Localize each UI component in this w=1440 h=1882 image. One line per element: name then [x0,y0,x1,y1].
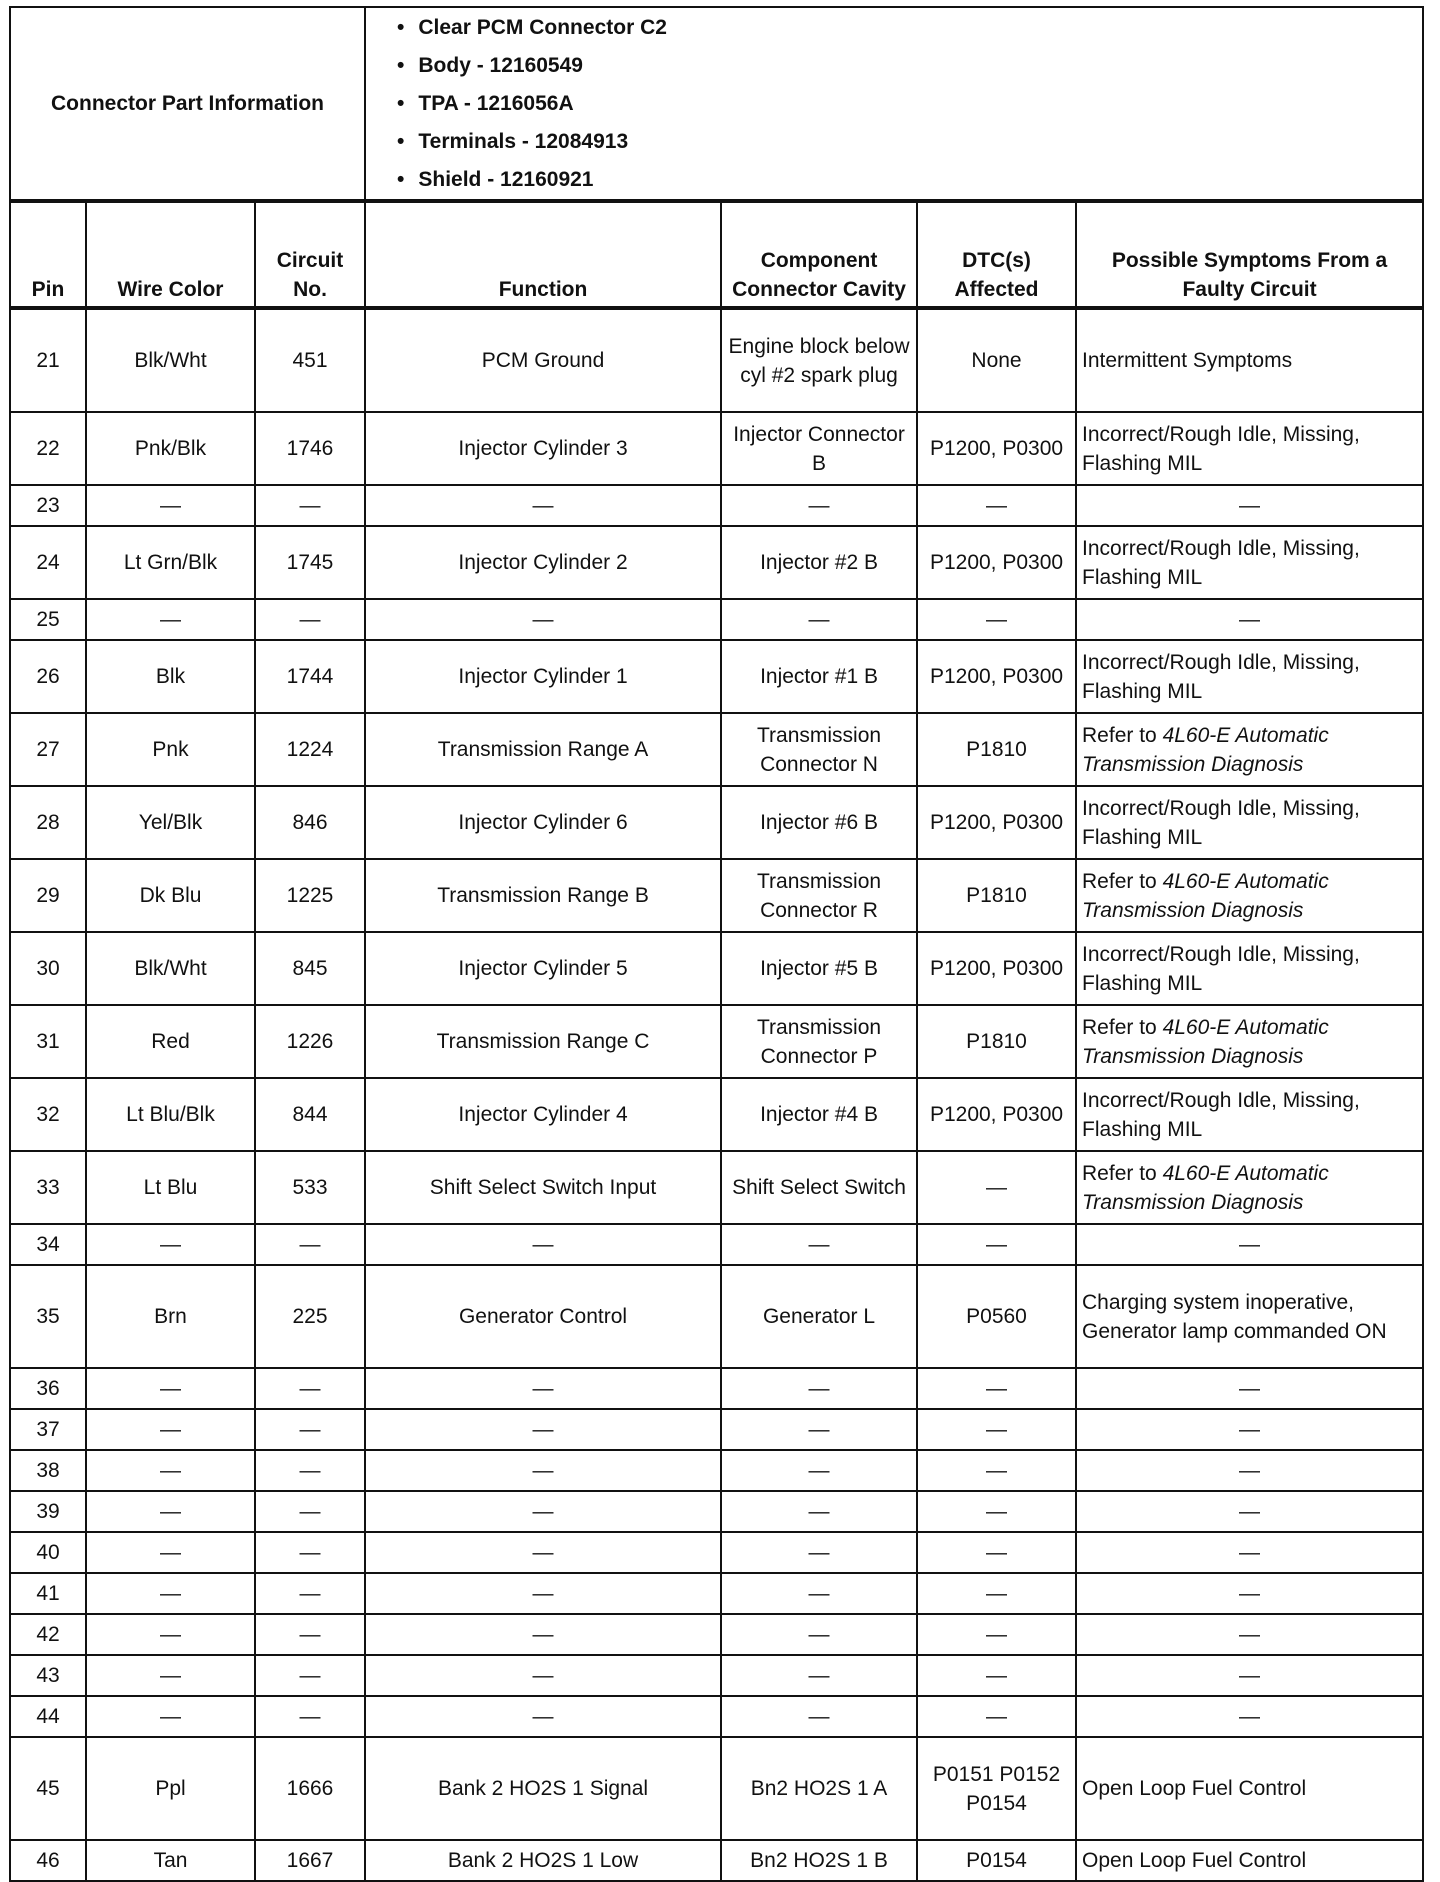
circuit-cell: — [255,1614,365,1655]
symptom-cell [1076,1409,1423,1450]
symptom-cell [1076,1450,1423,1491]
table-row [10,1696,1423,1737]
connector-info-cell [365,7,1423,201]
function-cell: Shift Select Switch Input [365,1151,721,1224]
circuit-cell: 225 [255,1265,365,1368]
table-row [10,599,1423,640]
symptom-text: Refer to [1082,1161,1163,1185]
circuit-cell: — [255,1409,365,1450]
wire-color-cell: Blk/Wht [86,932,255,1005]
table-row [10,1450,1423,1491]
symptom-text: — [1239,1705,1261,1728]
table-row [10,412,1423,485]
circuit-cell: 1745 [255,526,365,599]
wire-color-cell: — [86,1614,255,1655]
circuit-cell: 1666 [255,1737,365,1840]
wire-color-cell: Ppl [86,1737,255,1840]
dtc-cell: — [917,1614,1076,1655]
pin-cell: 40 [10,1532,86,1573]
cavity-cell: — [721,485,917,526]
header-symptoms: Possible Symptoms From a Faulty Circuit [1076,201,1423,308]
pin-cell: 25 [10,599,86,640]
symptom-text: Incorrect/Rough Idle, Missing, Flashing MIL [1082,650,1360,703]
cavity-cell: Injector #6 B [721,786,917,859]
wire-color-cell: Blk/Wht [86,308,255,412]
symptom-cell [1076,1491,1423,1532]
pin-cell: 43 [10,1655,86,1696]
connector-info-item: • Clear PCM Connector C2 [397,9,1417,47]
wire-color-cell: — [86,1696,255,1737]
symptom-text: Incorrect/Rough Idle, Missing, Flashing MIL [1082,942,1360,995]
wire-color-cell: Brn [86,1265,255,1368]
function-cell: Injector Cylinder 4 [365,1078,721,1151]
function-cell: — [365,1491,721,1532]
wire-color-cell: Pnk [86,713,255,786]
connector-info-item: • Body - 12160549 [397,47,1417,85]
cavity-cell: Transmission Connector P [721,1005,917,1078]
symptom-text: Open Loop Fuel Control [1082,1849,1307,1872]
symptom-cell [1076,1078,1423,1151]
table-row [10,526,1423,599]
symptom-cell [1076,1005,1423,1078]
circuit-cell: — [255,1696,365,1737]
symptom-cell [1076,1696,1423,1737]
table-row [10,1368,1423,1409]
connector-info-item: • Terminals - 12084913 [397,123,1417,161]
dtc-cell: P1200, P0300 [917,1078,1076,1151]
table-row [10,1078,1423,1151]
circuit-cell: — [255,1655,365,1696]
wire-color-cell: Dk Blu [86,859,255,932]
circuit-cell: 846 [255,786,365,859]
cavity-cell: — [721,1573,917,1614]
table-row [10,1265,1423,1368]
wire-color-cell: Yel/Blk [86,786,255,859]
symptom-text: Refer to [1082,723,1163,747]
cavity-cell: — [721,1655,917,1696]
dtc-cell: — [917,1224,1076,1265]
function-cell: Injector Cylinder 1 [365,640,721,713]
dtc-cell: P1810 [917,713,1076,786]
dtc-cell: P1200, P0300 [917,412,1076,485]
cavity-cell: Transmission Connector N [721,713,917,786]
symptom-text: — [1239,1377,1261,1400]
header-wire-color: Wire Color [86,201,255,308]
cavity-cell: Injector #2 B [721,526,917,599]
wire-color-cell: Lt Blu [86,1151,255,1224]
table-row [10,1655,1423,1696]
circuit-cell: — [255,485,365,526]
function-cell: — [365,599,721,640]
symptom-cell [1076,412,1423,485]
function-cell: Bank 2 HO2S 1 Low [365,1840,721,1881]
circuit-cell: 1667 [255,1840,365,1881]
circuit-cell: 1225 [255,859,365,932]
function-cell: — [365,1655,721,1696]
wire-color-cell: — [86,599,255,640]
column-header-row [10,201,1423,308]
cavity-cell: — [721,1224,917,1265]
connector-info-label: Connector Part Information [10,7,365,201]
pin-cell: 22 [10,412,86,485]
symptom-cell [1076,599,1423,640]
symptom-cell [1076,1532,1423,1573]
symptom-cell [1076,1573,1423,1614]
symptom-cell [1076,1224,1423,1265]
dtc-cell: — [917,1491,1076,1532]
circuit-cell: 451 [255,308,365,412]
dtc-cell: — [917,485,1076,526]
circuit-cell: 1746 [255,412,365,485]
symptom-text: Incorrect/Rough Idle, Missing, Flashing MIL [1082,422,1360,475]
function-cell: Transmission Range A [365,713,721,786]
cavity-cell: — [721,1614,917,1655]
function-cell: — [365,1614,721,1655]
pin-cell: 29 [10,859,86,932]
function-cell: Injector Cylinder 2 [365,526,721,599]
wire-color-cell: Tan [86,1840,255,1881]
header-function: Function [365,201,721,308]
wire-color-cell: Blk [86,640,255,713]
symptom-cell [1076,1265,1423,1368]
pin-cell: 39 [10,1491,86,1532]
dtc-cell: — [917,1151,1076,1224]
function-cell: Transmission Range B [365,859,721,932]
table-row [10,1532,1423,1573]
symptom-text: — [1239,494,1261,517]
symptom-text: Incorrect/Rough Idle, Missing, Flashing MIL [1082,796,1360,849]
circuit-cell: — [255,1491,365,1532]
function-cell: PCM Ground [365,308,721,412]
cavity-cell: Generator L [721,1265,917,1368]
cavity-cell: Injector #1 B [721,640,917,713]
table-row [10,859,1423,932]
symptom-reference: 4L60-E Automatic Transmission Diagnosis [1082,723,1329,776]
cavity-cell: Injector #4 B [721,1078,917,1151]
symptom-cell [1076,786,1423,859]
pin-cell: 42 [10,1614,86,1655]
wire-color-cell: — [86,1491,255,1532]
cavity-cell: — [721,1532,917,1573]
table-row [10,640,1423,713]
symptom-cell [1076,640,1423,713]
table-row [10,1737,1423,1840]
header-dtc: DTC(s) Affected [917,201,1076,308]
table-row [10,485,1423,526]
cavity-cell: Bn2 HO2S 1 B [721,1840,917,1881]
symptom-cell [1076,1368,1423,1409]
connector-info-row [10,7,1423,201]
pin-cell: 38 [10,1450,86,1491]
pin-cell: 46 [10,1840,86,1881]
symptom-text: Refer to [1082,1015,1163,1039]
cavity-cell: Injector Connector B [721,412,917,485]
pin-cell: 44 [10,1696,86,1737]
symptom-reference: 4L60-E Automatic Transmission Diagnosis [1082,869,1329,922]
pin-cell: 32 [10,1078,86,1151]
symptom-text: — [1239,1541,1261,1564]
wire-color-cell: Lt Blu/Blk [86,1078,255,1151]
table-row [10,1224,1423,1265]
dtc-cell: — [917,1450,1076,1491]
symptom-cell [1076,485,1423,526]
pin-cell: 33 [10,1151,86,1224]
pin-cell: 26 [10,640,86,713]
symptom-text: — [1239,608,1261,631]
symptom-cell [1076,1840,1423,1881]
wire-color-cell: — [86,1409,255,1450]
cavity-cell: — [721,1409,917,1450]
dtc-cell: P1200, P0300 [917,786,1076,859]
table-row [10,1614,1423,1655]
table-row [10,1409,1423,1450]
table-row [10,308,1423,412]
function-cell: — [365,1224,721,1265]
function-cell: Injector Cylinder 6 [365,786,721,859]
connector-info-item: • TPA - 1216056A [397,85,1417,123]
pin-cell: 30 [10,932,86,1005]
function-cell: — [365,1409,721,1450]
circuit-cell: — [255,1532,365,1573]
function-cell: Generator Control [365,1265,721,1368]
table-row [10,1573,1423,1614]
function-cell: — [365,1532,721,1573]
table-row [10,932,1423,1005]
symptom-text: — [1239,1500,1261,1523]
wire-color-cell: — [86,485,255,526]
circuit-cell: 1226 [255,1005,365,1078]
function-cell: — [365,485,721,526]
circuit-cell: 1744 [255,640,365,713]
function-cell: — [365,1696,721,1737]
symptom-cell [1076,1614,1423,1655]
dtc-cell: P1810 [917,1005,1076,1078]
dtc-cell: None [917,308,1076,412]
cavity-cell: — [721,1368,917,1409]
dtc-cell: P0151 P0152 P0154 [917,1737,1076,1840]
symptom-text: Open Loop Fuel Control [1082,1777,1307,1800]
function-cell: — [365,1368,721,1409]
cavity-cell: — [721,1450,917,1491]
dtc-cell: — [917,1573,1076,1614]
pin-cell: 23 [10,485,86,526]
connector-info-item: • Shield - 12160921 [397,161,1417,199]
pin-cell: 34 [10,1224,86,1265]
table-row [10,1491,1423,1532]
pin-cell: 36 [10,1368,86,1409]
circuit-cell: — [255,1450,365,1491]
pin-cell: 24 [10,526,86,599]
pin-cell: 27 [10,713,86,786]
circuit-cell: 845 [255,932,365,1005]
connector-info-list [371,9,1417,199]
wire-color-cell: — [86,1573,255,1614]
dtc-cell: P1200, P0300 [917,526,1076,599]
function-cell: Transmission Range C [365,1005,721,1078]
symptom-text: — [1239,1418,1261,1441]
wire-color-cell: Lt Grn/Blk [86,526,255,599]
symptom-reference: 4L60-E Automatic Transmission Diagnosis [1082,1161,1329,1214]
pin-cell: 45 [10,1737,86,1840]
dtc-cell: P1200, P0300 [917,932,1076,1005]
wire-color-cell: Pnk/Blk [86,412,255,485]
table-row [10,1151,1423,1224]
wire-color-cell: — [86,1532,255,1573]
wire-color-cell: — [86,1368,255,1409]
circuit-cell: 844 [255,1078,365,1151]
dtc-cell: — [917,1655,1076,1696]
symptom-text: Charging system inoperative, Generator lamp commanded ON [1082,1290,1387,1343]
circuit-cell: — [255,1368,365,1409]
symptom-text: — [1239,1459,1261,1482]
symptom-text: Refer to [1082,869,1163,893]
pin-cell: 31 [10,1005,86,1078]
symptom-text: — [1239,1233,1261,1256]
pin-cell: 41 [10,1573,86,1614]
wire-color-cell: — [86,1450,255,1491]
table-row [10,1840,1423,1881]
dtc-cell: P1810 [917,859,1076,932]
symptom-text: Intermittent Symptoms [1082,349,1293,372]
function-cell: Injector Cylinder 3 [365,412,721,485]
function-cell: Bank 2 HO2S 1 Signal [365,1737,721,1840]
symptom-cell [1076,932,1423,1005]
circuit-cell: 533 [255,1151,365,1224]
header-pin: Pin [10,201,86,308]
dtc-cell: — [917,1368,1076,1409]
table-row [10,786,1423,859]
dtc-cell: P0560 [917,1265,1076,1368]
symptom-text: Incorrect/Rough Idle, Missing, Flashing MIL [1082,1088,1360,1141]
pin-cell: 37 [10,1409,86,1450]
cavity-cell: — [721,599,917,640]
symptom-text: — [1239,1623,1261,1646]
symptom-cell [1076,308,1423,412]
table-row [10,713,1423,786]
cavity-cell: Engine block below cyl #2 spark plug [721,308,917,412]
circuit-cell: — [255,1224,365,1265]
cavity-cell: — [721,1696,917,1737]
dtc-cell: P1200, P0300 [917,640,1076,713]
circuit-cell: — [255,1573,365,1614]
pin-cell: 35 [10,1265,86,1368]
cavity-cell: Transmission Connector R [721,859,917,932]
table-row [10,1005,1423,1078]
wire-color-cell: — [86,1655,255,1696]
symptom-cell [1076,1151,1423,1224]
cavity-cell: Shift Select Switch [721,1151,917,1224]
circuit-cell: 1224 [255,713,365,786]
cavity-cell: — [721,1491,917,1532]
header-circuit: Circuit No. [255,201,365,308]
symptom-cell [1076,713,1423,786]
symptom-cell [1076,1655,1423,1696]
symptom-reference: 4L60-E Automatic Transmission Diagnosis [1082,1015,1329,1068]
symptom-text: — [1239,1582,1261,1605]
dtc-cell: — [917,599,1076,640]
symptom-text: — [1239,1664,1261,1687]
pin-cell: 21 [10,308,86,412]
symptom-cell [1076,859,1423,932]
symptom-text: Incorrect/Rough Idle, Missing, Flashing MIL [1082,536,1360,589]
dtc-cell: — [917,1409,1076,1450]
dtc-cell: — [917,1532,1076,1573]
wire-color-cell: Red [86,1005,255,1078]
dtc-cell: P0154 [917,1840,1076,1881]
pcm-connector-table [9,6,1424,1882]
cavity-cell: Bn2 HO2S 1 A [721,1737,917,1840]
function-cell: — [365,1573,721,1614]
wire-color-cell: — [86,1224,255,1265]
symptom-cell [1076,1737,1423,1840]
symptom-cell [1076,526,1423,599]
circuit-cell: — [255,599,365,640]
function-cell: Injector Cylinder 5 [365,932,721,1005]
dtc-cell: — [917,1696,1076,1737]
cavity-cell: Injector #5 B [721,932,917,1005]
header-cavity: Component Connector Cavity [721,201,917,308]
function-cell: — [365,1450,721,1491]
pin-cell: 28 [10,786,86,859]
